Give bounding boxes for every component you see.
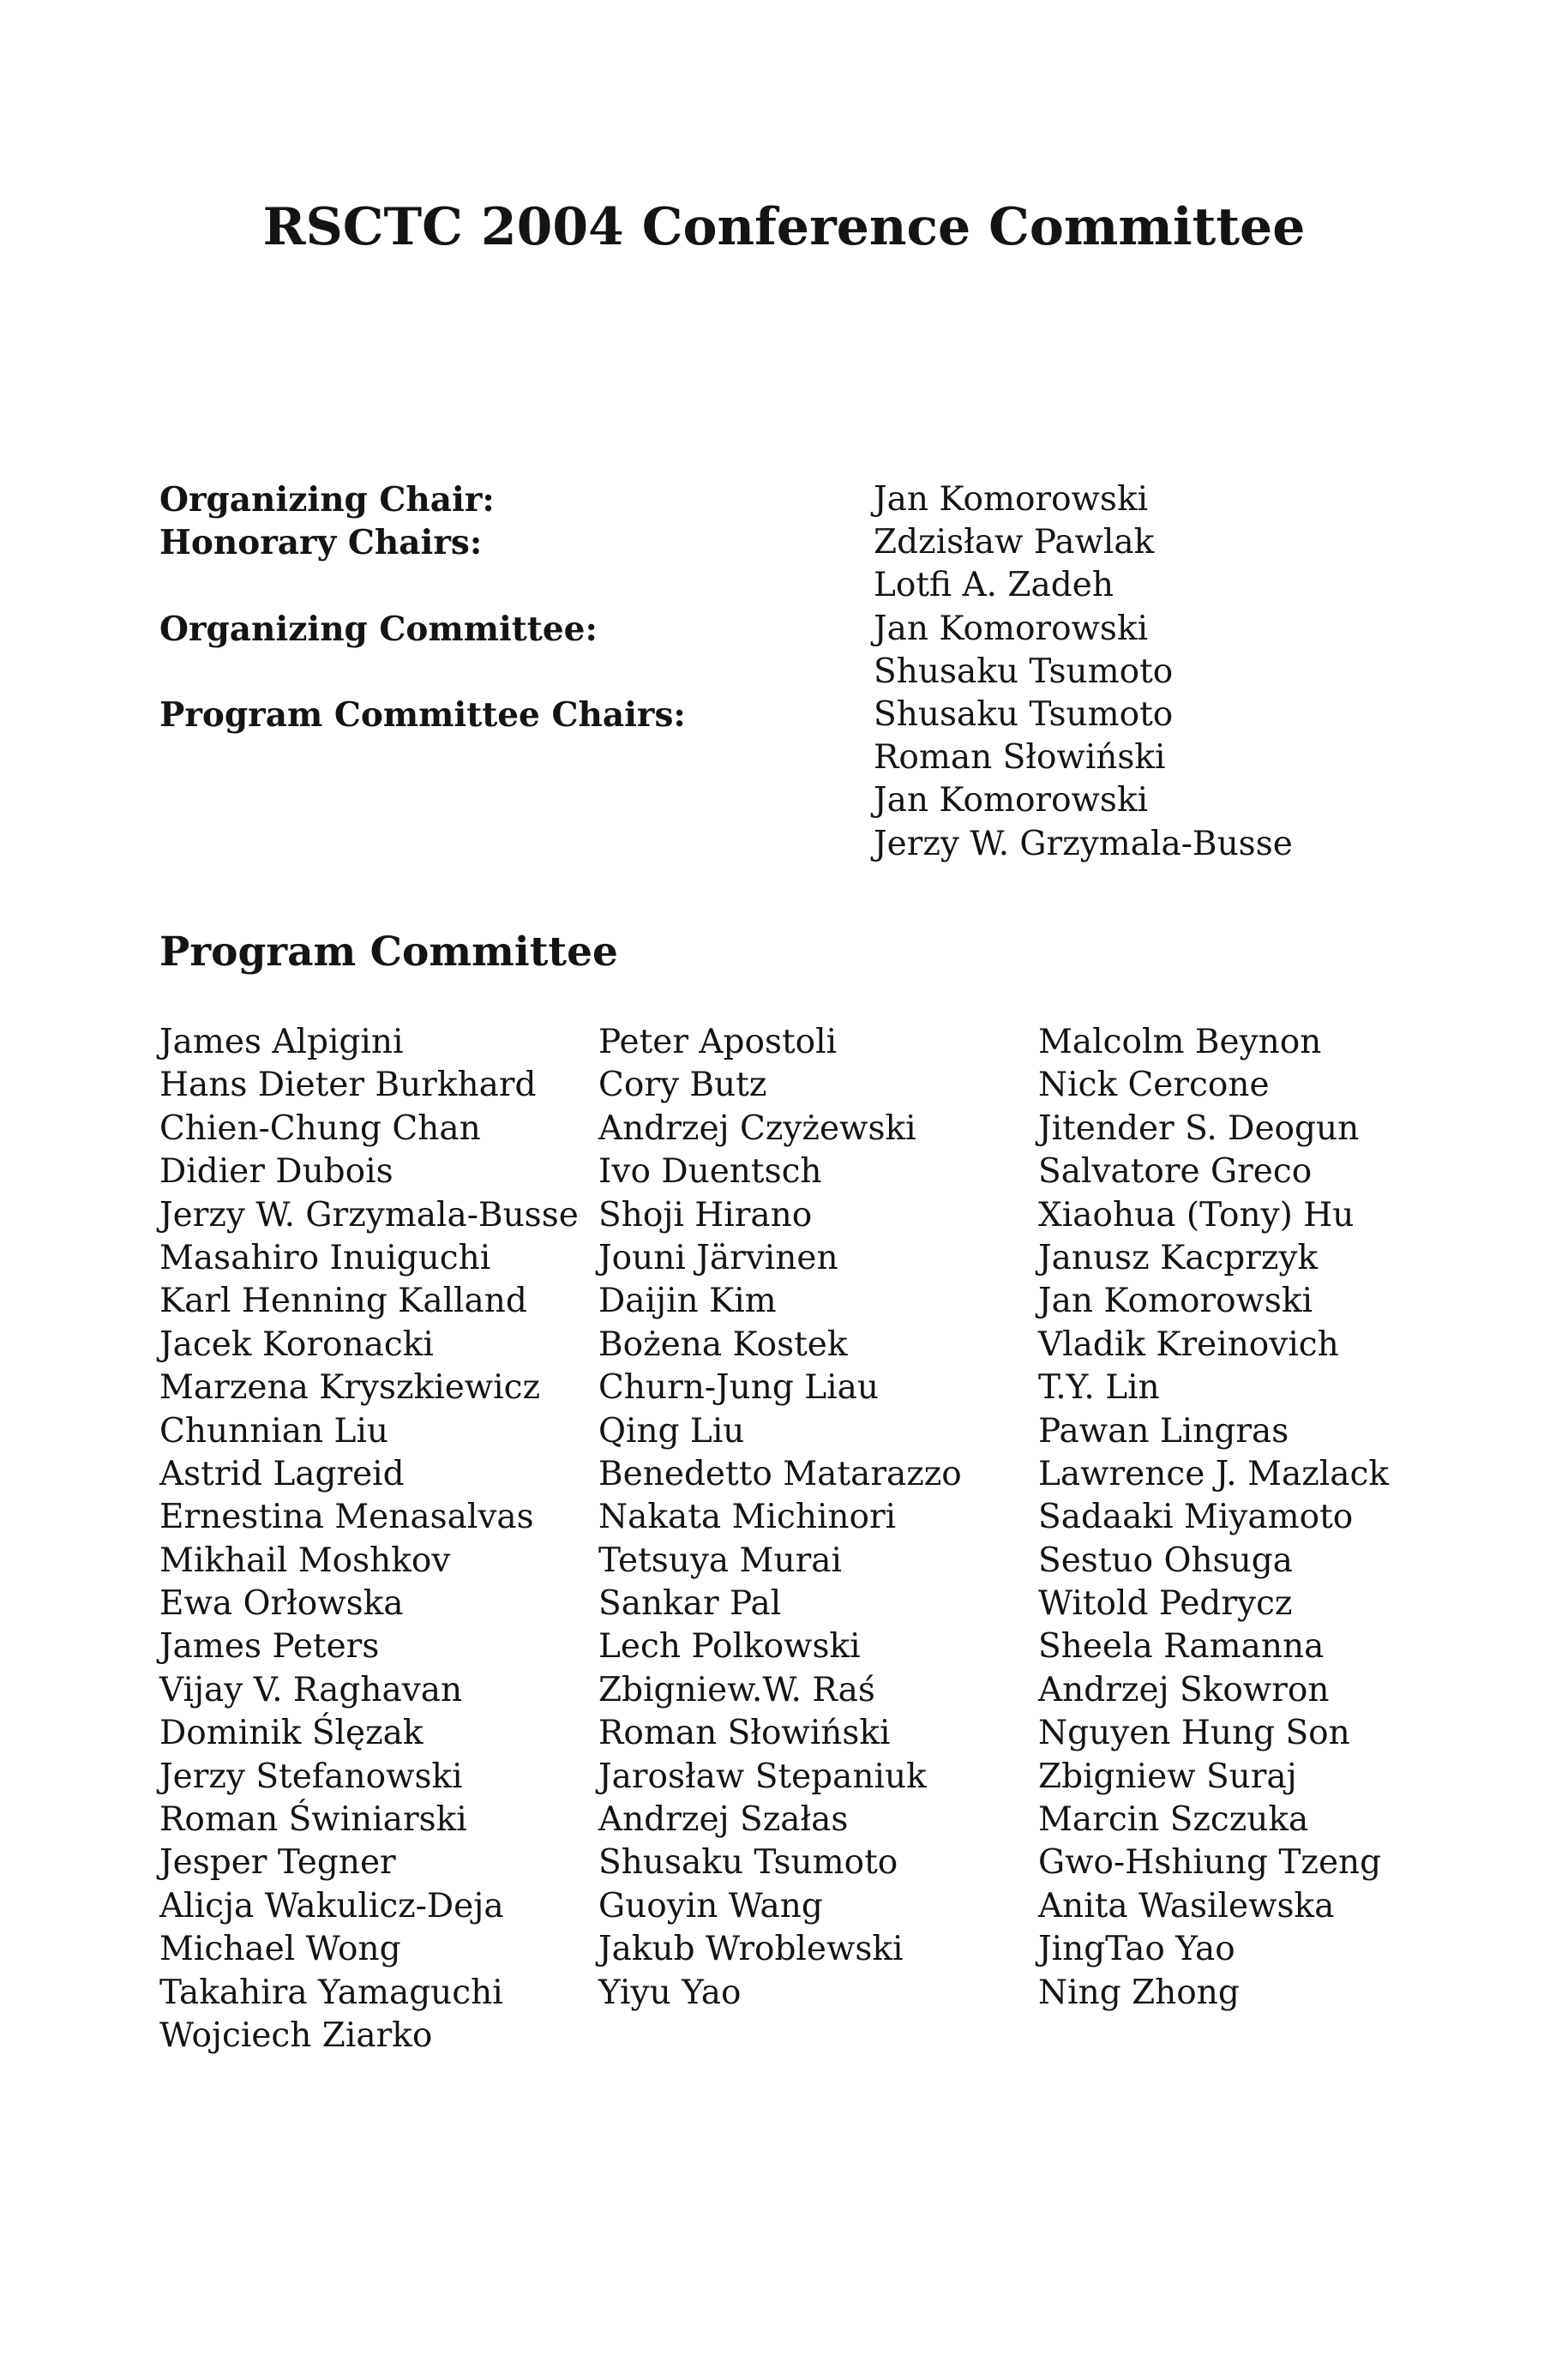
committee-member-name: Didier Dubois	[159, 1152, 394, 1192]
role-label-organizing-committee: Organizing Committee:	[159, 609, 598, 649]
committee-member-name: Gwo-Hshiung Tzeng	[1038, 1843, 1382, 1883]
committee-member-name: Shoji Hirano	[598, 1195, 813, 1235]
committee-member-name: Michael Wong	[159, 1930, 401, 1969]
program-committee-heading: Program Committee	[159, 928, 618, 976]
committee-member-name: Andrzej Czyżewski	[598, 1108, 916, 1148]
committee-member-name: Peter Apostoli	[598, 1023, 838, 1061]
committee-member-name: JingTao Yao	[1038, 1930, 1235, 1969]
committee-member-name: Guoyin Wang	[598, 1886, 823, 1925]
committee-member-name: Salvatore Greco	[1038, 1152, 1313, 1192]
chair-name: Lotfi A. Zadeh	[874, 566, 1114, 605]
committee-member-name: Qing Liu	[598, 1411, 745, 1451]
chair-name: Shusaku Tsumoto	[874, 694, 1174, 734]
committee-member-name: Zbigniew.W. Raś	[598, 1670, 875, 1709]
committee-member-name: Nakata Michinori	[598, 1498, 897, 1537]
chair-name: Zdzisław Pawlak	[874, 523, 1155, 562]
committee-member-name: Xiaohua (Tony) Hu	[1038, 1195, 1355, 1235]
committee-member-name: Benedetto Matarazzo	[598, 1454, 962, 1493]
committee-member-name: Jacek Koronacki	[159, 1325, 434, 1364]
role-label-spacer	[159, 651, 686, 694]
committee-member-name: Nick Cercone	[1038, 1066, 1270, 1105]
committee-member-name: Dominik Ślęzak	[159, 1714, 424, 1753]
committee-member-name: Jakub Wroblewski	[598, 1930, 904, 1969]
committee-member-name: Sheela Ramanna	[1038, 1627, 1325, 1667]
role-label-spacer	[159, 564, 686, 607]
committee-member-name: Ernestina Menasalvas	[159, 1498, 534, 1537]
committee-member-name: Jan Komorowski	[1038, 1282, 1313, 1321]
chair-name: Jerzy W. Grzymala-Busse	[874, 824, 1293, 863]
committee-member-name: Astrid Lagreid	[159, 1454, 405, 1493]
committee-member-name: Jerzy W. Grzymala-Busse	[159, 1195, 579, 1235]
committee-member-name: Roman Świniarski	[159, 1800, 467, 1840]
committee-member-name: Andrzej Szałas	[598, 1800, 849, 1840]
chair-names-list	[874, 478, 1293, 866]
chair-name: Jan Komorowski	[874, 480, 1149, 519]
committee-member-name: Pawan Lingras	[1038, 1411, 1289, 1451]
committee-member-name: James Alpigini	[159, 1023, 404, 1061]
committee-member-name: Jouni Järvinen	[598, 1238, 838, 1277]
committee-member-name: Tetsuya Murai	[598, 1541, 842, 1580]
committee-member-name: Sadaaki Miyamoto	[1038, 1498, 1354, 1537]
committee-member-name: Marcin Szczuka	[1038, 1800, 1309, 1840]
committee-member-name: Ning Zhong	[1038, 1973, 1240, 2012]
committee-member-name: Jarosław Stepaniuk	[598, 1757, 927, 1796]
committee-member-name: Anita Wasilewska	[1038, 1886, 1335, 1925]
committee-member-name: Karl Henning Kalland	[159, 1282, 527, 1321]
committee-member-name: T.Y. Lin	[1038, 1368, 1160, 1408]
committee-member-name: Daijin Kim	[598, 1282, 777, 1321]
committee-member-name: Cory Butz	[598, 1066, 767, 1105]
committee-member-name: Chien-Chung Chan	[159, 1108, 481, 1148]
chair-name: Jan Komorowski	[874, 609, 1149, 648]
committee-member-name: Janusz Kacprzyk	[1038, 1238, 1319, 1277]
committee-member-name: Yiyu Yao	[598, 1973, 742, 2012]
page-title: RSCTC 2004 Conference Committee	[262, 197, 1306, 257]
committee-member-name: Jitender S. Deogun	[1038, 1108, 1360, 1148]
committee-member-name: Masahiro Inuiguchi	[159, 1238, 491, 1277]
committee-member-name: Jesper Tegner	[159, 1843, 396, 1883]
committee-member-name: Sankar Pal	[598, 1584, 782, 1624]
committee-member-name: James Peters	[159, 1627, 380, 1667]
committee-member-name: Takahira Yamaguchi	[159, 1973, 503, 2012]
committee-member-name: Sestuo Ohsuga	[1038, 1541, 1293, 1580]
committee-member-name: Mikhail Moshkov	[159, 1541, 451, 1580]
program-committee-column-3	[1038, 1021, 1389, 2015]
committee-member-name: Ivo Duentsch	[598, 1152, 822, 1192]
committee-member-name: Lawrence J. Mazlack	[1038, 1454, 1390, 1493]
chair-roles-list	[159, 478, 686, 736]
committee-member-name: Vladik Kreinovich	[1038, 1325, 1339, 1364]
committee-member-name: Marzena Kryszkiewicz	[159, 1368, 541, 1408]
committee-member-name: Wojciech Ziarko	[159, 2016, 433, 2055]
committee-member-name: Zbigniew Suraj	[1038, 1757, 1297, 1796]
role-label-honorary-chairs: Honorary Chairs:	[159, 523, 483, 563]
role-label-organizing-chair: Organizing Chair:	[159, 480, 495, 520]
committee-member-name: Chunnian Liu	[159, 1411, 389, 1451]
committee-member-name: Witold Pedrycz	[1038, 1584, 1293, 1624]
role-label-program-committee-chairs: Program Committee Chairs:	[159, 694, 686, 735]
program-committee-column-2	[598, 1021, 962, 2015]
committee-member-name: Shusaku Tsumoto	[598, 1843, 898, 1883]
chair-name: Jan Komorowski	[874, 781, 1149, 820]
committee-member-name: Bożena Kostek	[598, 1325, 848, 1364]
committee-member-name: Roman Słowiński	[598, 1714, 891, 1753]
committee-member-name: Hans Dieter Burkhard	[159, 1066, 537, 1105]
chair-name: Roman Słowiński	[874, 738, 1166, 778]
committee-member-name: Alicja Wakulicz-Deja	[159, 1886, 504, 1925]
committee-member-name: Lech Polkowski	[598, 1627, 861, 1667]
program-committee-column-1	[159, 1021, 579, 2058]
committee-member-name: Nguyen Hung Son	[1038, 1714, 1350, 1753]
committee-member-name: Churn-Jung Liau	[598, 1368, 879, 1408]
committee-member-name: Malcolm Beynon	[1038, 1023, 1322, 1061]
committee-member-name: Jerzy Stefanowski	[159, 1757, 463, 1796]
committee-member-name: Ewa Orłowska	[159, 1584, 404, 1624]
committee-member-name: Andrzej Skowron	[1038, 1670, 1330, 1709]
chair-name: Shusaku Tsumoto	[874, 652, 1174, 691]
committee-member-name: Vijay V. Raghavan	[159, 1670, 463, 1709]
